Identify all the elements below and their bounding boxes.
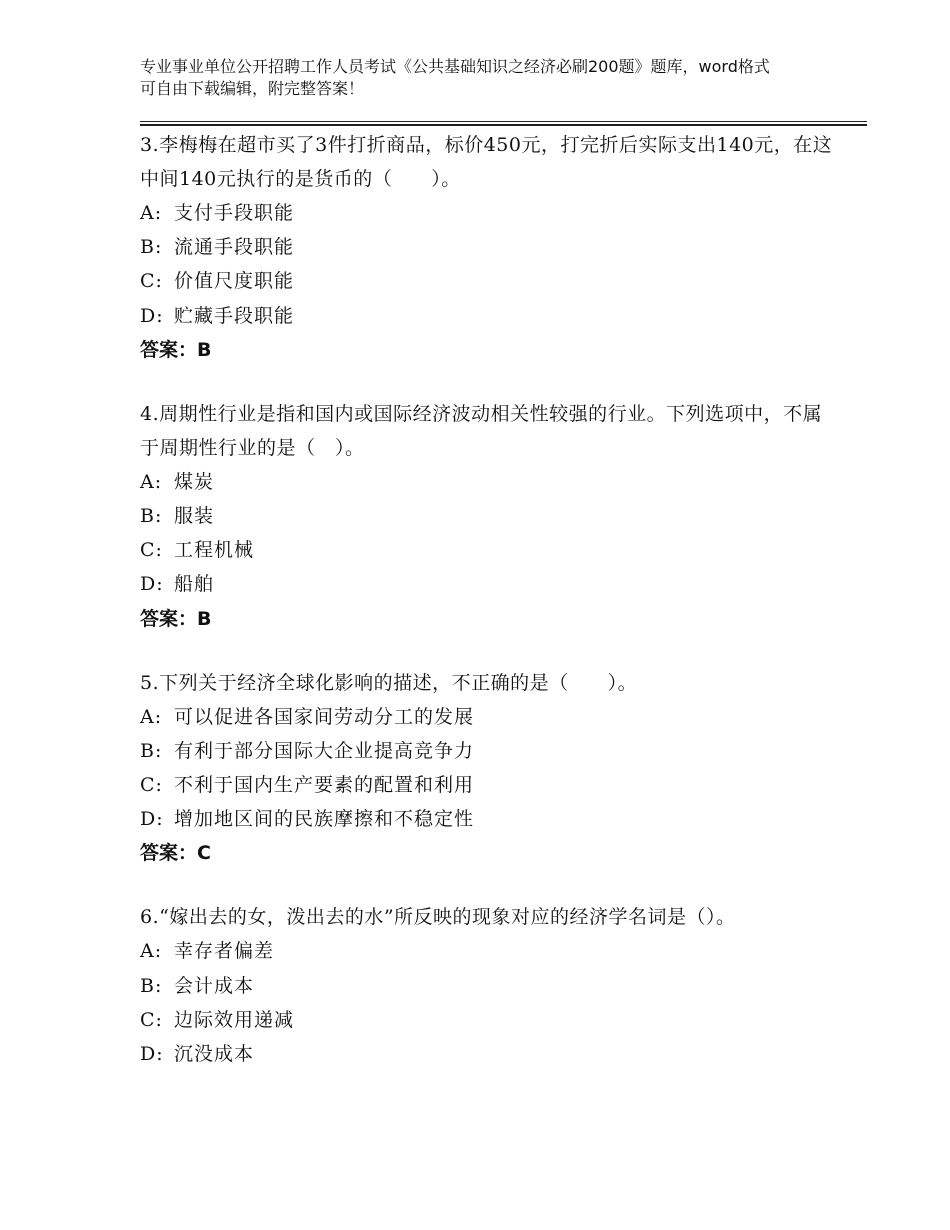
- option-c: [140, 264, 840, 298]
- answer-label: 答案：: [140, 842, 198, 865]
- answer-label: 答案：: [140, 607, 198, 630]
- question-4: [140, 397, 840, 636]
- option-text: 有利于部分国际大企业提高竞争力: [174, 739, 475, 762]
- option-a: [140, 934, 840, 968]
- option-letter: A:: [140, 470, 163, 493]
- answer-value: B: [197, 607, 212, 630]
- question-text: 5.下列关于经济全球化影响的描述，不正确的是（ ）。: [140, 671, 638, 694]
- option-text: 煤炭: [174, 470, 215, 493]
- option-d: [140, 1037, 840, 1071]
- answer-value: C: [197, 842, 211, 865]
- answer-value: B: [197, 338, 212, 361]
- option-c: [140, 1003, 840, 1037]
- option-letter: C:: [140, 539, 163, 562]
- option-c: [140, 533, 840, 567]
- option-letter: A:: [140, 940, 163, 963]
- question-list: [140, 128, 840, 1101]
- option-letter: A:: [140, 705, 163, 728]
- answer-line: [140, 333, 840, 367]
- option-text: 不利于国内生产要素的配置和利用: [174, 774, 475, 797]
- option-text: 沉没成本: [174, 1043, 255, 1066]
- question-6: [140, 900, 840, 1071]
- option-letter: C:: [140, 270, 163, 293]
- option-text: 服装: [174, 505, 215, 528]
- option-a: [140, 700, 840, 734]
- option-text: 支付手段职能: [174, 202, 295, 224]
- question-text: 4.周期性行业是指和国内或国际经济波动相关性较强的行业。下列选项中，不属于周期性行业的是（ ）。: [140, 402, 823, 459]
- option-letter: C:: [140, 1008, 163, 1031]
- option-d: [140, 299, 840, 333]
- question-text: 3.李梅梅在超市买了3件打折商品，标价450元，打完折后实际支出140元，在这中间140元执行的是货币的（ ）。: [140, 134, 833, 190]
- option-text: 流通手段职能: [174, 236, 295, 259]
- option-letter: C:: [140, 774, 163, 797]
- option-d: [140, 802, 840, 836]
- answer-line: [140, 602, 840, 636]
- option-text: 价值尺度职能: [174, 270, 295, 293]
- option-b: [140, 499, 840, 533]
- option-letter: B:: [140, 236, 163, 259]
- option-b: [140, 969, 840, 1003]
- option-text: 工程机械: [174, 539, 255, 562]
- option-letter: B:: [140, 974, 163, 997]
- answer-line: [140, 836, 840, 870]
- document-header: 专业事业单位公开招聘工作人员考试《公共基础知识之经济必刷200题》题库，word格式可自由下载编辑，附完整答案！: [140, 57, 770, 98]
- question-5: [140, 666, 840, 871]
- option-letter: B:: [140, 505, 163, 528]
- header-divider: [140, 121, 867, 126]
- option-c: [140, 768, 840, 802]
- option-letter: D:: [140, 573, 164, 596]
- answer-label: 答案：: [140, 338, 198, 361]
- option-text: 船舶: [174, 573, 215, 596]
- option-letter: B:: [140, 739, 163, 762]
- option-letter: D:: [140, 304, 164, 327]
- option-d: [140, 567, 840, 601]
- option-text: 会计成本: [174, 974, 255, 997]
- option-text: 贮藏手段职能: [174, 304, 295, 327]
- option-letter: A:: [140, 202, 163, 224]
- option-text: 边际效用递减: [174, 1008, 295, 1031]
- question-3: [140, 128, 840, 367]
- option-letter: D:: [140, 1043, 164, 1066]
- option-a: [140, 196, 840, 230]
- option-letter: D:: [140, 808, 164, 831]
- option-a: [140, 465, 840, 499]
- option-b: [140, 734, 840, 768]
- question-text: 6.“嫁出去的女，泼出去的水”所反映的现象对应的经济学名词是（）。: [140, 906, 736, 929]
- option-text: 可以促进各国家间劳动分工的发展: [174, 705, 475, 728]
- option-text: 增加地区间的民族摩擦和不稳定性: [174, 808, 475, 831]
- option-b: [140, 230, 840, 264]
- option-text: 幸存者偏差: [174, 940, 275, 963]
